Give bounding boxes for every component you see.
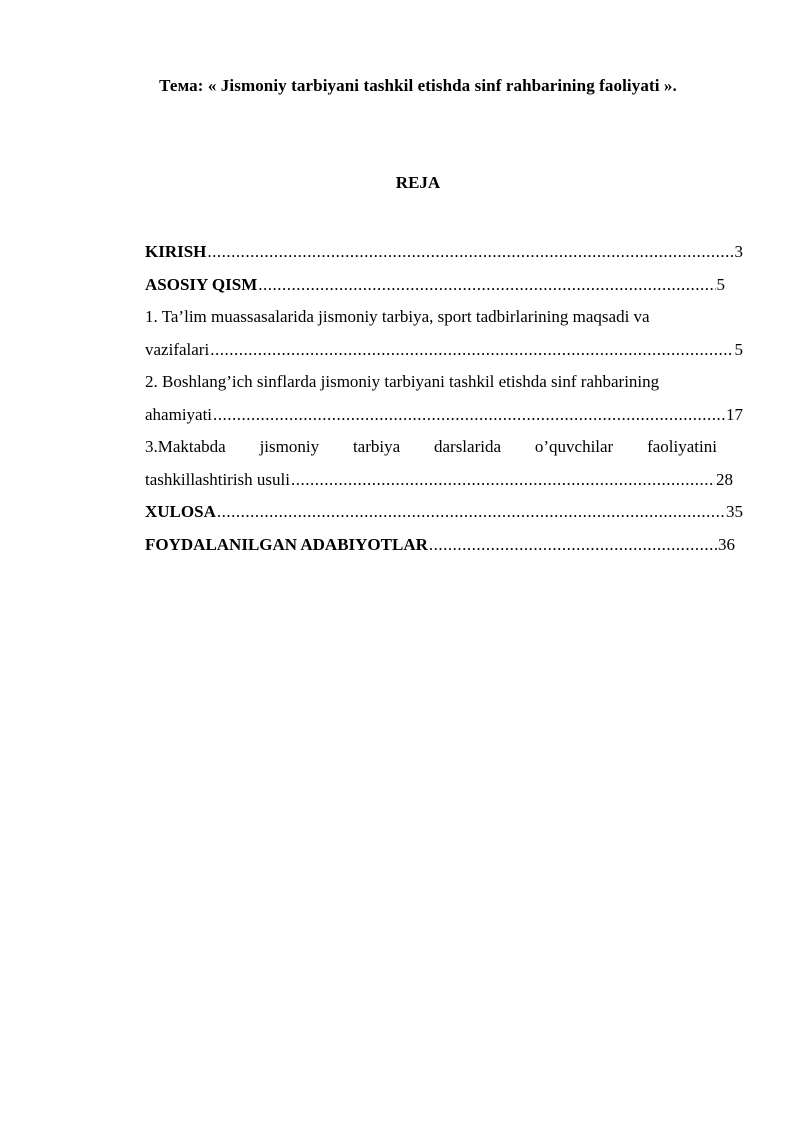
toc-entry-2-line1: 2. Boshlang’ich sinflarda jismoniy tarbiyani tashkil etishda sinf rahbarining xyxy=(145,372,660,391)
toc-leader-dots xyxy=(217,496,725,529)
plan-heading: REJA xyxy=(395,173,441,192)
toc-entry-adabiyotlar xyxy=(145,529,735,562)
toc-page-number: 17 xyxy=(726,404,743,424)
toc-entry-2-line2 xyxy=(145,399,743,432)
toc-page-number: 5 xyxy=(716,274,725,294)
toc-leader-dots xyxy=(258,269,715,302)
toc-label: FOYDALANILGAN ADABIYOTLAR xyxy=(145,534,428,554)
toc-entry-kirish xyxy=(145,236,743,269)
toc-leader-dots xyxy=(429,529,717,562)
toc-entry-1-line2 xyxy=(145,334,743,367)
toc-page-number: 35 xyxy=(726,502,743,521)
toc-entry-3-line1 xyxy=(145,431,745,464)
table-of-contents xyxy=(145,236,743,561)
toc-label: vazifalari xyxy=(145,339,210,359)
toc-word: tarbiya xyxy=(352,437,401,456)
toc-word: faoliyatini xyxy=(647,437,717,456)
toc-word: 3.Maktabda xyxy=(145,437,226,456)
toc-page-number: 36 xyxy=(718,534,735,554)
toc-entry-xulosa xyxy=(145,496,743,529)
toc-label: ASOSIY QISM xyxy=(145,274,258,294)
toc-entry-asosiy xyxy=(145,269,725,302)
toc-label: tashkillashtirish usuli xyxy=(145,469,290,489)
document-title: Тема: « Jismoniy tarbiyani tashkil etishda sinf rahbarining faoliyati ». xyxy=(159,76,677,95)
toc-label: ahamiyati xyxy=(145,404,213,424)
toc-word: darslarida xyxy=(433,437,502,456)
toc-entry-1-line1: 1. Ta’lim muassasalarida jismoniy tarbiya, sport tadbirlarining maqsadi va xyxy=(145,307,650,326)
toc-leader-dots xyxy=(210,334,733,367)
toc-leader-dots xyxy=(213,399,725,432)
toc-word: o’quvchilar xyxy=(534,437,614,456)
toc-entry-3-line2 xyxy=(145,464,733,497)
toc-page-number: 3 xyxy=(734,242,743,261)
toc-word: jismoniy xyxy=(259,437,320,456)
toc-page-number: 28 xyxy=(716,469,733,489)
toc-label: XULOSA xyxy=(145,502,216,521)
toc-label: KIRISH xyxy=(145,242,207,261)
toc-leader-dots xyxy=(207,236,733,269)
toc-leader-dots xyxy=(291,464,715,497)
toc-page-number: 5 xyxy=(734,339,743,359)
